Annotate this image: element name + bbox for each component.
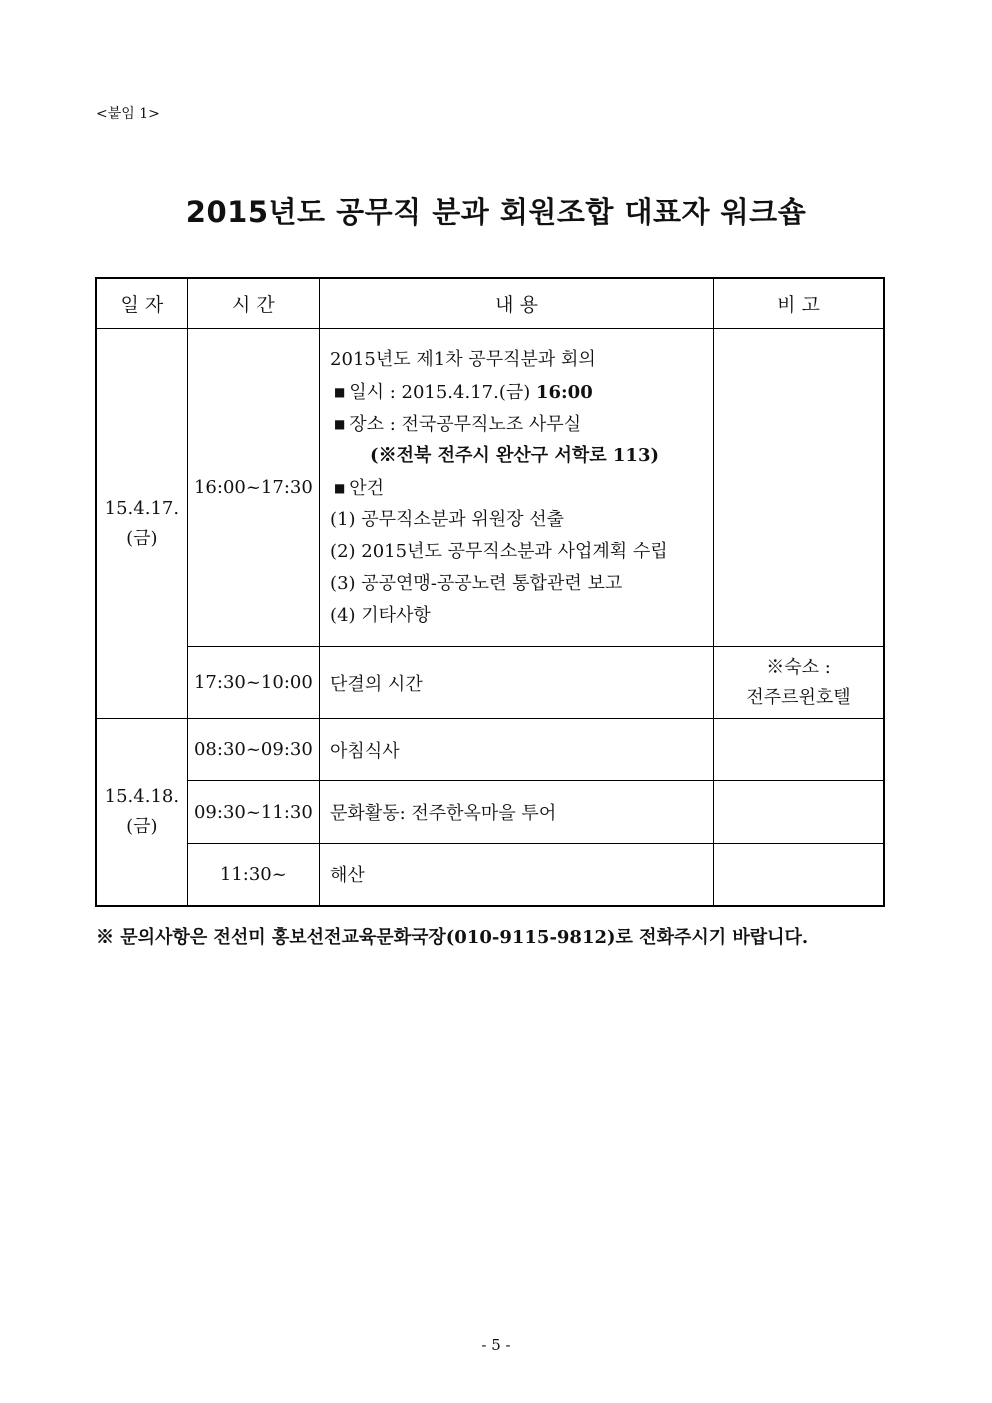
day1-session1-time: 16:00~17:30	[187, 329, 319, 647]
table-row	[96, 329, 884, 647]
day2-row1-time: 08:30~09:30	[187, 719, 319, 781]
day2-weekday: (금)	[126, 815, 158, 837]
meeting-heading: 2015년도 제1차 공무직분과 회의	[330, 348, 596, 370]
header-time: 시 간	[187, 278, 319, 329]
meeting-agenda: ■ 안건	[334, 472, 713, 504]
day2-row2-time: 09:30~11:30	[187, 781, 319, 844]
day2-row3-time: 11:30~	[187, 844, 319, 906]
table-row	[96, 781, 884, 844]
agenda-item: (1) 공무직소분과 위원장 선출	[330, 508, 564, 530]
day2-date: 15.4.18.	[104, 785, 180, 807]
day1-date-cell	[96, 329, 187, 719]
attachment-label: <붙임 1>	[96, 106, 160, 122]
day1-session1-note	[714, 329, 884, 647]
table-row	[96, 719, 884, 781]
meeting-when-date: 일시 : 2015.4.17.(금)	[349, 381, 536, 403]
meeting-when-time: 16:00	[535, 381, 593, 403]
agenda-item: (3) 공공연맹-공공노련 통합관련 보고	[330, 572, 623, 594]
contact-note: ※ 문의사항은 전선미 홍보선전교육문화국장(010-9115-9812)로 전화주시기 바랍니다.	[96, 927, 809, 948]
day2-row2-content: 문화활동: 전주한옥마을 투어	[320, 781, 714, 844]
table-header-row	[96, 278, 884, 329]
day1-session1-content	[320, 329, 714, 647]
agenda-item: (2) 2015년도 공무직소분과 사업계획 수립	[330, 540, 668, 562]
day2-row2-note	[714, 781, 884, 844]
day1-session2-note	[714, 647, 884, 719]
day1-session2-content: 단결의 시간	[320, 647, 714, 719]
header-note: 비 고	[714, 278, 884, 329]
day2-date-cell	[96, 719, 187, 906]
page-number: - 5 -	[481, 1336, 511, 1354]
day1-date: 15.4.17.	[104, 497, 180, 519]
lodging-note-label: ※숙소 :	[766, 656, 831, 678]
day1-session2-time: 17:30~10:00	[187, 647, 319, 719]
lodging-note-hotel: 전주르윈호텔	[746, 686, 851, 708]
schedule-table	[95, 277, 885, 907]
meeting-when	[334, 376, 713, 408]
page-title: 2015년도 공무직 분과 회원조합 대표자 워크숍	[185, 195, 807, 229]
table-row	[96, 647, 884, 719]
day2-row1-content: 아침식사	[320, 719, 714, 781]
table-row	[96, 844, 884, 906]
day2-row1-note	[714, 719, 884, 781]
header-content: 내 용	[320, 278, 714, 329]
day2-row3-note	[714, 844, 884, 906]
meeting-where: ■ 장소 : 전국공무직노조 사무실	[334, 408, 713, 440]
agenda-item: (4) 기타사항	[330, 604, 431, 626]
meeting-address: (※전북 전주시 완산구 서학로 113)	[370, 444, 659, 466]
day1-weekday: (금)	[126, 527, 158, 549]
day2-row3-content: 해산	[320, 844, 714, 906]
header-date: 일 자	[96, 278, 187, 329]
